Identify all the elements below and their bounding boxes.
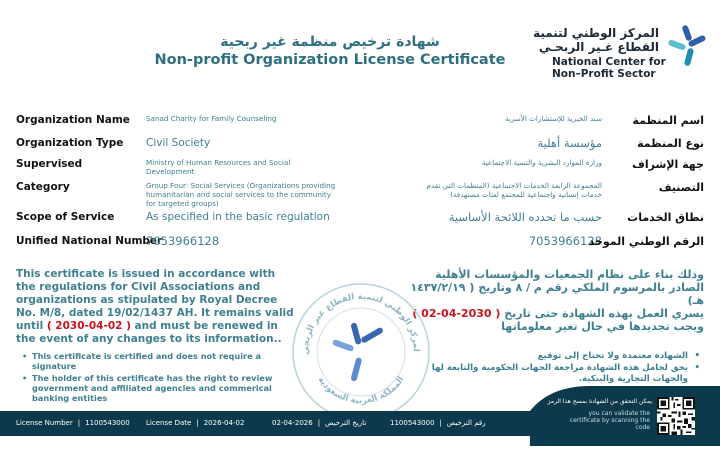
label-supervised-ar: جهة الإشراف	[632, 158, 704, 171]
logo-en-line-1: National Center for	[552, 56, 666, 68]
value-supervised-en-2: Development	[146, 167, 195, 176]
label-unified-number-ar: الرقم الوطني الموحد	[588, 235, 704, 248]
logo-ar-line-2: القطاع غـير الربحـي	[538, 40, 659, 54]
seal-bottom-text: المملكة العربية السعودية	[315, 374, 407, 407]
label-organization-type: Organization Type	[16, 137, 124, 149]
value-scope-ar: حسب ما تحدده اللائحة الأساسية	[448, 210, 602, 224]
label-organization-type-ar: نوع المنظمة	[637, 137, 704, 150]
label-organization-name: Organization Name	[16, 114, 130, 126]
value-organization-type-en: Civil Society	[146, 137, 211, 149]
label-organization-name-ar: اسم المنظمة	[632, 114, 704, 127]
footer-number-ar-label: رقم الترخيص	[446, 419, 486, 427]
statement-en-valid-until: ( 2030-04-02 )	[46, 320, 131, 332]
svg-text:المركز الوطني لتنمية القطاع غي	[290, 281, 421, 355]
label-category: Category	[16, 181, 70, 193]
bullet-item: • يحق لحامل هذه الشهادة مراجعة الجهات الحكومية والتابعة لها والجهات التجارية والبنكية.	[410, 363, 700, 385]
footer-date-ar-label: تاريخ الترخيص	[325, 419, 367, 427]
organization-logo	[533, 20, 713, 86]
seal-top-text: لمركز الوطني لتنمية القطاع غير الربحي	[300, 291, 422, 355]
value-organization-type-ar: مؤسسة أهلية	[537, 136, 602, 150]
statement-en-part-1: This certificate is issued in accordance with the regulations for Civil Associations and organizations as stipulated by Royal Decree No. M/8, dated 19/02/1437 AH. It remains valid until	[16, 268, 294, 332]
bullet-list-english	[22, 351, 292, 405]
statement-ar-line-2: يسري العمل بهذه الشهادة حتى تاريخ	[504, 307, 704, 320]
label-unified-national-number: Unified National Number	[16, 235, 163, 247]
value-unified-number-en: 7053966128	[146, 234, 220, 248]
footer-license-date-value: 2026-04-02	[203, 419, 245, 427]
logo-ar-line-1: المركز الوطني لتنمية	[533, 26, 659, 40]
value-organization-name-ar: سند الخيرية للإستشارات الأسرية	[504, 114, 602, 123]
value-category-en-1: Group Four: Social Services (Organizations providing	[146, 181, 336, 190]
value-category-ar-2: خدمات إنسانية واجتماعية للمجتمع لفئات مستهدفة)	[450, 190, 602, 199]
label-category-ar: التصنيف	[658, 181, 704, 194]
statement-arabic	[404, 268, 704, 333]
label-supervised: Supervised	[16, 158, 83, 170]
value-category-en-2: humanitarian and social services to the community	[146, 190, 331, 199]
certificate-title-block	[150, 34, 510, 69]
svg-text:المملكة العربية السعودية	[316, 375, 407, 406]
bullet-list-arabic	[410, 351, 700, 386]
certificate-title-arabic: شهادة ترخيص منظمة غير ربحية	[220, 34, 440, 50]
label-scope-of-service: Scope of Service	[16, 211, 115, 223]
value-scope-en: As specified in the basic regulation	[146, 211, 330, 223]
value-category-ar-1: المجموعة الرابعة الخدمات الاجتماعية (المنظمات التي تقدم	[426, 181, 602, 190]
statement-ar-valid-until: ( 02-04-2030 )	[412, 307, 501, 320]
bullet-item: • الشهادة معتمدة ولا تحتاج إلى توقيع	[410, 351, 700, 362]
logo-english-text	[552, 56, 666, 80]
certificate-title-english: Non-profit Organization License Certificate	[154, 52, 506, 68]
footer-license-number-value: 1100543000	[85, 419, 130, 427]
nc-logo-icon	[664, 22, 710, 68]
logo-arabic-text	[533, 26, 659, 54]
footer-date-ar-value: 02-04-2026	[272, 419, 313, 427]
statement-en-part-2: and must be renewed in the event of any changes to its information..	[16, 320, 282, 345]
footer-license-number: License Number | 1100543000	[16, 419, 130, 427]
statement-ar-line-3: ويجب تجديدها في حال تغير معلوماتها	[501, 320, 704, 333]
value-category-en-3: for targeted groups)	[146, 199, 219, 208]
footer-license-date-ar: 02-04-2026 | تاريخ الترخيص	[272, 419, 367, 427]
footer-license-number-label: License Number	[16, 419, 73, 427]
bullet-item: • The holder of this certificate has the right to review government and affiliated agencies and commerical banking entities	[22, 373, 292, 403]
value-organization-name-en: Sanad Charity for Family Counseling	[146, 114, 277, 123]
footer-license-date: License Date | 2026-04-02	[146, 419, 245, 427]
value-supervised-ar: وزارة الموارد البشرية والتنمية الاجتماعية	[481, 158, 602, 167]
bullet-item: • This certificate is certified and does not require a signature	[22, 351, 292, 371]
label-scope-ar: نطاق الخدمات	[627, 211, 704, 224]
statement-ar-line-1: وذلك بناء على نظام الجمعيات والمؤسسات الأهلية الصادر بالمرسوم الملكي رقم م / ٨ وتاريخ ( ١٤٣٧/٢/١٩ هـ)	[410, 268, 704, 307]
qr-note-arabic: يمكن التحقق من الشهادة بمسح هذا الرمز	[547, 398, 652, 405]
value-supervised-en-1: Ministry of Human Resources and Social	[146, 158, 291, 167]
footer-number-ar-value: 1100543000	[390, 419, 435, 427]
logo-en-line-2: Non–Profit Sector	[552, 68, 656, 80]
qr-code-icon[interactable]	[657, 397, 695, 435]
value-unified-number-ar: 7053966128	[528, 234, 602, 248]
statement-english	[16, 268, 294, 346]
footer-license-number-ar: 1100543000 | رقم الترخيص	[390, 419, 486, 427]
seal-icon	[290, 281, 432, 423]
footer-license-date-label: License Date	[146, 419, 192, 427]
qr-note-english: you can validate the certificate by scanning the code	[569, 410, 650, 431]
